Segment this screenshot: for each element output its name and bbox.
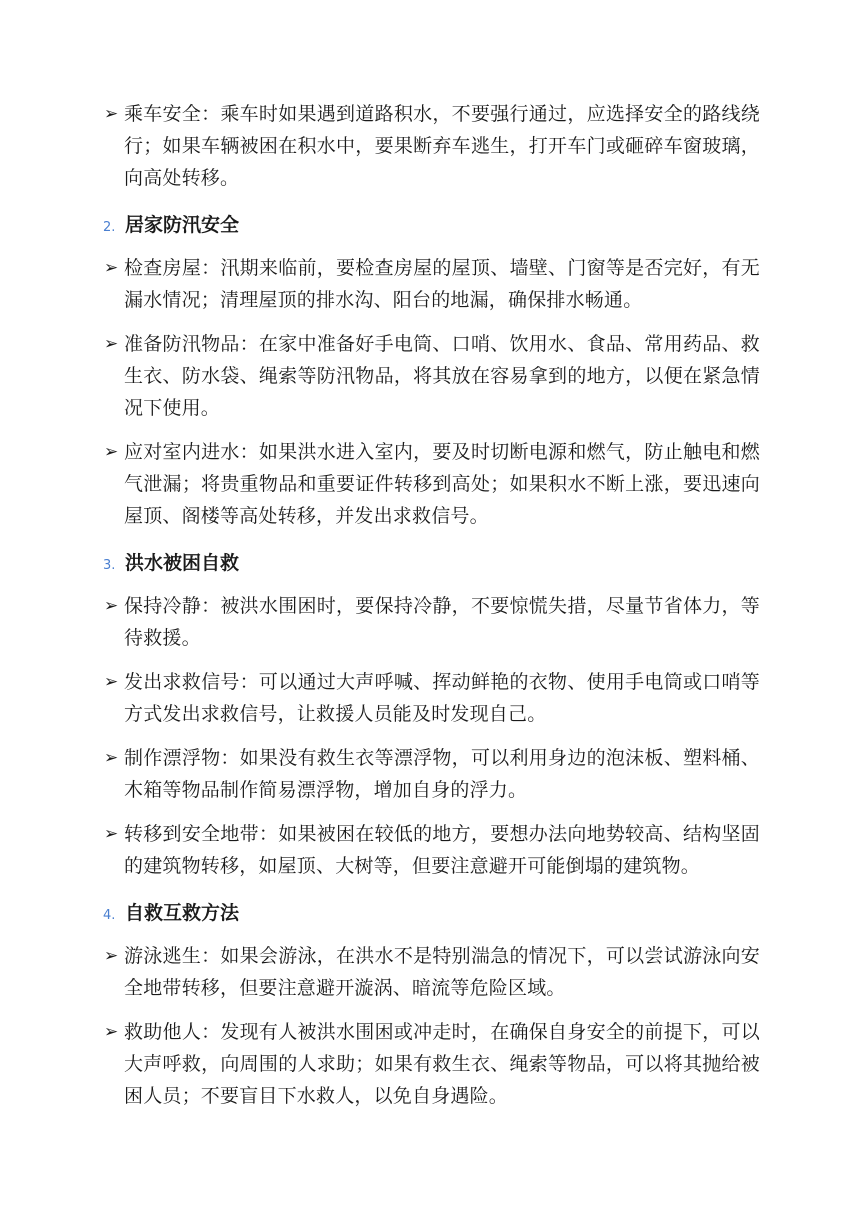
list-item <box>0 252 860 316</box>
list-item-text: 准备防汛物品：在家中准备好手电筒、口哨、饮用水、食品、常用药品、救生衣、防水袋、绳索等防汛物品，将其放在容易拿到的地方，以便在紧急情况下使用。 <box>124 333 760 419</box>
list-item <box>0 328 860 424</box>
section-heading <box>0 894 860 932</box>
arrowhead-bullet-icon: ➢ <box>104 946 119 966</box>
arrowhead-bullet-icon: ➢ <box>104 104 119 124</box>
list-item <box>0 940 860 1004</box>
list-item <box>0 666 860 730</box>
document-page <box>0 98 860 1124</box>
arrowhead-bullet-icon: ➢ <box>104 748 119 768</box>
section-title: 洪水被困自救 <box>125 552 240 574</box>
section-number: 2. <box>103 220 116 235</box>
arrowhead-bullet-icon: ➢ <box>104 1022 119 1042</box>
list-item-text: 游泳逃生：如果会游泳，在洪水不是特别湍急的情况下，可以尝试游泳向安全地带转移，但要注意避开漩涡、暗流等危险区域。 <box>124 945 760 999</box>
list-item-text: 应对室内进水：如果洪水进入室内，要及时切断电源和燃气，防止触电和燃气泄漏；将贵重物品和重要证件转移到高处；如果积水不断上涨，要迅速向屋顶、阁楼等高处转移，并发出求救信号。 <box>124 441 760 527</box>
section-number: 3. <box>103 558 116 573</box>
section-title: 居家防汛安全 <box>125 214 240 236</box>
section-number: 4. <box>103 908 116 923</box>
arrowhead-bullet-icon: ➢ <box>104 672 119 692</box>
arrowhead-bullet-icon: ➢ <box>104 824 119 844</box>
list-item <box>0 742 860 806</box>
list-item-text: 保持冷静：被洪水围困时，要保持冷静，不要惊慌失措，尽量节省体力，等待救援。 <box>124 595 760 649</box>
list-item <box>0 818 860 882</box>
list-item <box>0 1016 860 1112</box>
section-title: 自救互救方法 <box>125 902 240 924</box>
section-heading <box>0 544 860 582</box>
list-item <box>0 590 860 654</box>
list-item-text: 救助他人：发现有人被洪水围困或冲走时，在确保自身安全的前提下，可以大声呼救，向周围的人求助；如果有救生衣、绳索等物品，可以将其抛给被困人员；不要盲目下水救人，以免自身遇险。 <box>124 1021 760 1107</box>
arrowhead-bullet-icon: ➢ <box>104 258 119 278</box>
list-item-text: 转移到安全地带：如果被困在较低的地方，要想办法向地势较高、结构坚固的建筑物转移，如屋顶、大树等，但要注意避开可能倒塌的建筑物。 <box>124 823 760 877</box>
section-heading <box>0 206 860 244</box>
arrowhead-bullet-icon: ➢ <box>104 334 119 354</box>
arrowhead-bullet-icon: ➢ <box>104 596 119 616</box>
list-item-text: 制作漂浮物：如果没有救生衣等漂浮物，可以利用身边的泡沫板、塑料桶、木箱等物品制作简易漂浮物，增加自身的浮力。 <box>124 747 760 801</box>
list-item-text: 乘车安全：乘车时如果遇到道路积水，不要强行通过，应选择安全的路线绕行；如果车辆被困在积水中，要果断弃车逃生，打开车门或砸碎车窗玻璃，向高处转移。 <box>124 103 760 189</box>
list-item <box>0 98 860 194</box>
list-item-text: 检查房屋：汛期来临前，要检查房屋的屋顶、墙壁、门窗等是否完好，有无漏水情况；清理屋顶的排水沟、阳台的地漏，确保排水畅通。 <box>124 257 760 311</box>
list-item-text: 发出求救信号：可以通过大声呼喊、挥动鲜艳的衣物、使用手电筒或口哨等方式发出求救信号，让救援人员能及时发现自己。 <box>124 671 760 725</box>
list-item <box>0 436 860 532</box>
arrowhead-bullet-icon: ➢ <box>104 442 119 462</box>
